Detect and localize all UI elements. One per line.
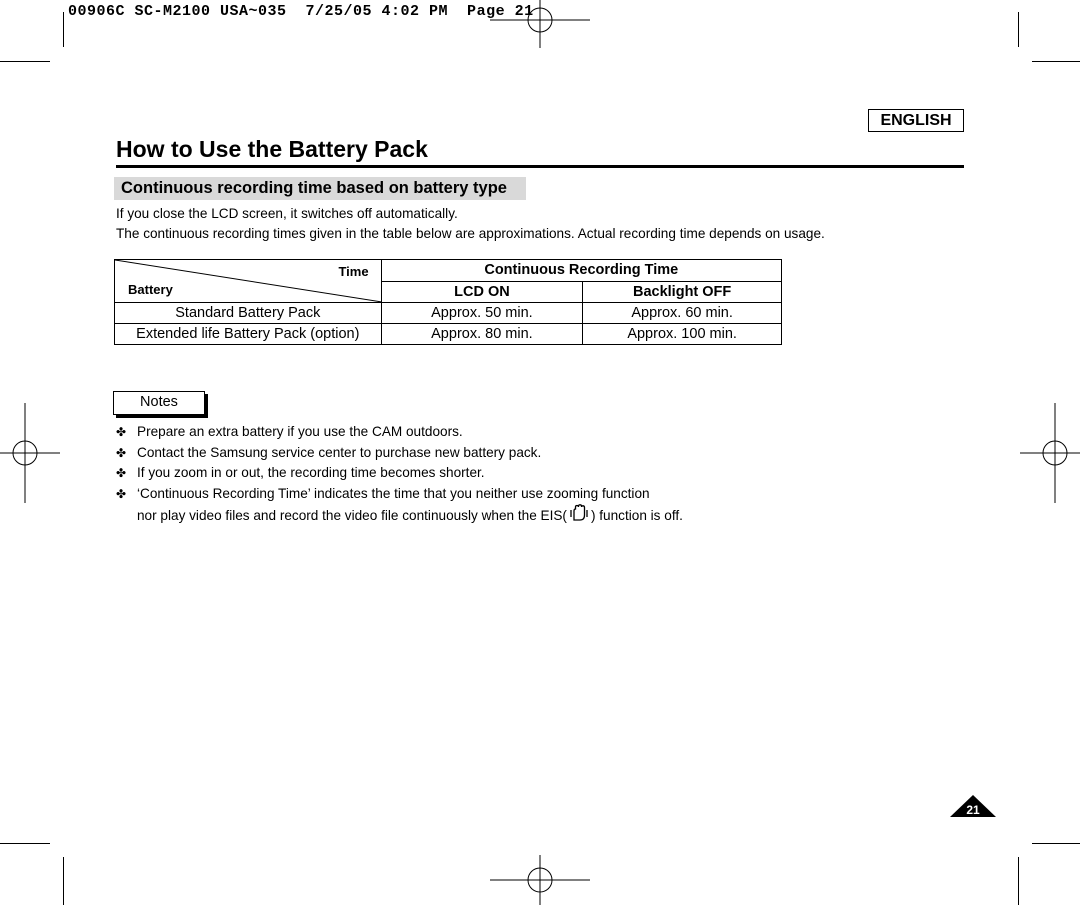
table-row	[115, 303, 782, 324]
note-text: Prepare an extra battery if you use the CAM outdoors.	[137, 424, 463, 439]
page-title: How to Use the Battery Pack	[116, 136, 428, 162]
note-text: If you zoom in or out, the recording time becomes shorter.	[137, 465, 485, 480]
list-item	[116, 422, 683, 443]
list-item	[116, 443, 683, 464]
notes-list	[116, 422, 683, 525]
note-text: Contact the Samsung service center to purchase new battery pack.	[137, 444, 542, 460]
table-cell: Approx. 60 min.	[583, 303, 782, 324]
corner-label-battery: Battery	[128, 282, 173, 297]
title-rule	[116, 165, 964, 168]
list-item	[116, 463, 683, 484]
note-text: ) function is off.	[590, 507, 683, 523]
table-row	[115, 324, 782, 345]
recording-time-table	[114, 259, 782, 345]
corner-label-time: Time	[338, 264, 369, 279]
registration-mark-right	[1020, 403, 1080, 503]
bullet-icon: ✤	[116, 466, 127, 480]
bullet-icon: ✤	[116, 425, 127, 439]
print-header: 00906C SC-M2100 USA~035 7/25/05 4:02 PM Page 21	[68, 3, 534, 20]
table-cell: Approx. 100 min.	[583, 324, 782, 345]
column-header-backlight-off: Backlight OFF	[583, 281, 782, 303]
registration-mark-bottom	[490, 855, 590, 905]
bullet-icon: ✤	[116, 486, 127, 501]
registration-mark-top	[490, 0, 590, 50]
table-cell: Standard Battery Pack	[115, 303, 382, 324]
note-text: ‘Continuous Recording Time’ indicates the time that you neither use zooming function	[137, 485, 650, 501]
note-text: nor play video files and record the video file continuously when the EIS(	[137, 507, 567, 523]
table-cell: Approx. 50 min.	[381, 303, 583, 324]
hand-shake-icon	[569, 504, 589, 529]
notes-label: Notes	[113, 391, 205, 415]
column-header-lcd-on: LCD ON	[381, 281, 583, 303]
intro-line-1: If you close the LCD screen, it switches off automatically.	[116, 206, 458, 221]
section-heading: Continuous recording time based on battery type	[114, 177, 526, 200]
bullet-icon: ✤	[116, 445, 127, 460]
list-item-continuation	[116, 504, 683, 525]
intro-line-2: The continuous recording times given in the table below are approximations. Actual recording time depends on usage.	[116, 226, 825, 241]
table-group-header: Continuous Recording Time	[381, 260, 781, 282]
table-cell: Extended life Battery Pack (option)	[115, 324, 382, 345]
registration-mark-left	[0, 403, 60, 503]
table-cell: Approx. 80 min.	[381, 324, 583, 345]
page-number: 21	[966, 803, 980, 817]
table-corner-cell	[115, 260, 382, 303]
list-item	[116, 484, 683, 505]
language-badge: ENGLISH	[868, 109, 964, 132]
page-number-badge	[950, 795, 996, 824]
